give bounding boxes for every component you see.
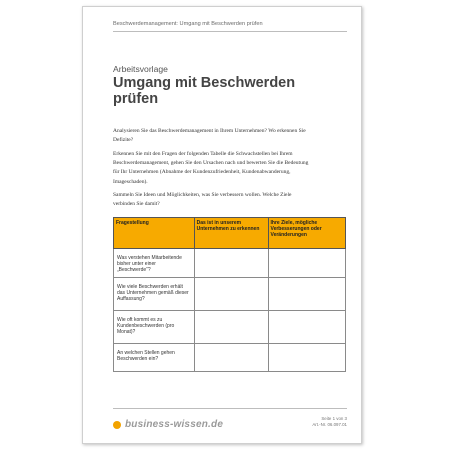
column-header-question: Fragestellung <box>114 218 195 249</box>
answer-cell-current[interactable] <box>194 249 268 278</box>
table-row <box>114 344 346 372</box>
column-header-current-state: Das ist in unserem Unternehmen zu erkennen <box>194 218 268 249</box>
brand-logo <box>113 419 223 430</box>
page-number: Seite 1 von 3 <box>321 416 347 421</box>
table-header-row <box>114 218 346 249</box>
intro-paragraph-1: Analysieren Sie das Beschwerdemanagement in Ihrem Unternehmen? Wo erkennen Sie Defizite? <box>113 128 306 144</box>
answer-cell-goals[interactable] <box>268 344 345 372</box>
question-cell: Wie oft kommt es zu Kundenbeschwerden (pro Monat)? <box>114 311 195 344</box>
document-title: Umgang mit Beschwerden prüfen <box>113 75 296 107</box>
question-cell: An welchen Stellen gehen Beschwerden ein? <box>114 344 195 372</box>
answer-cell-goals[interactable] <box>268 249 345 278</box>
question-cell: Was verstehen Mitarbeitende bisher unter einer „Beschwerde“? <box>114 249 195 278</box>
intro-paragraph-2: Erkennen Sie mit den Fragen der folgenden Tabelle die Schwachstellen bei Ihrem Beschwerdemanagement, gehen Sie den Ursachen nach und bewerten Sie die Bedeutung für Ihr Unternehmen (Abnahme der Kundenzufriedenheit, Kundenabwanderung, Imageschaden). <box>113 151 309 185</box>
table-row <box>114 249 346 278</box>
document-page <box>82 6 362 444</box>
brand-name: business-wissen.de <box>125 419 224 430</box>
answer-cell-goals[interactable] <box>268 278 345 311</box>
question-cell: Wie viele Beschwerden erhält das Unternehmen gemäß dieser Auffassung? <box>114 278 195 311</box>
answer-cell-current[interactable] <box>194 278 268 311</box>
article-number: Art.-Nr. 06.097.01 <box>312 422 347 427</box>
footer-divider <box>113 408 347 409</box>
answer-cell-current[interactable] <box>194 311 268 344</box>
document-label: Arbeitsvorlage <box>113 64 168 74</box>
worksheet-table <box>113 217 346 372</box>
column-header-goals: Ihre Ziele, mögliche Verbesserungen oder Veränderungen <box>268 218 345 249</box>
footer-info <box>312 416 347 428</box>
header-divider <box>113 31 347 32</box>
answer-cell-goals[interactable] <box>268 311 345 344</box>
answer-cell-current[interactable] <box>194 344 268 372</box>
intro-paragraph-3: Sammeln Sie Ideen und Möglichkeiten, was Sie verbessern wollen. Welche Ziele verbinden Sie damit? <box>113 192 292 208</box>
table-row <box>114 311 346 344</box>
table-row <box>114 278 346 311</box>
running-header: Beschwerdemanagement: Umgang mit Beschwerden prüfen <box>113 21 263 27</box>
brand-dot-icon <box>113 421 121 429</box>
